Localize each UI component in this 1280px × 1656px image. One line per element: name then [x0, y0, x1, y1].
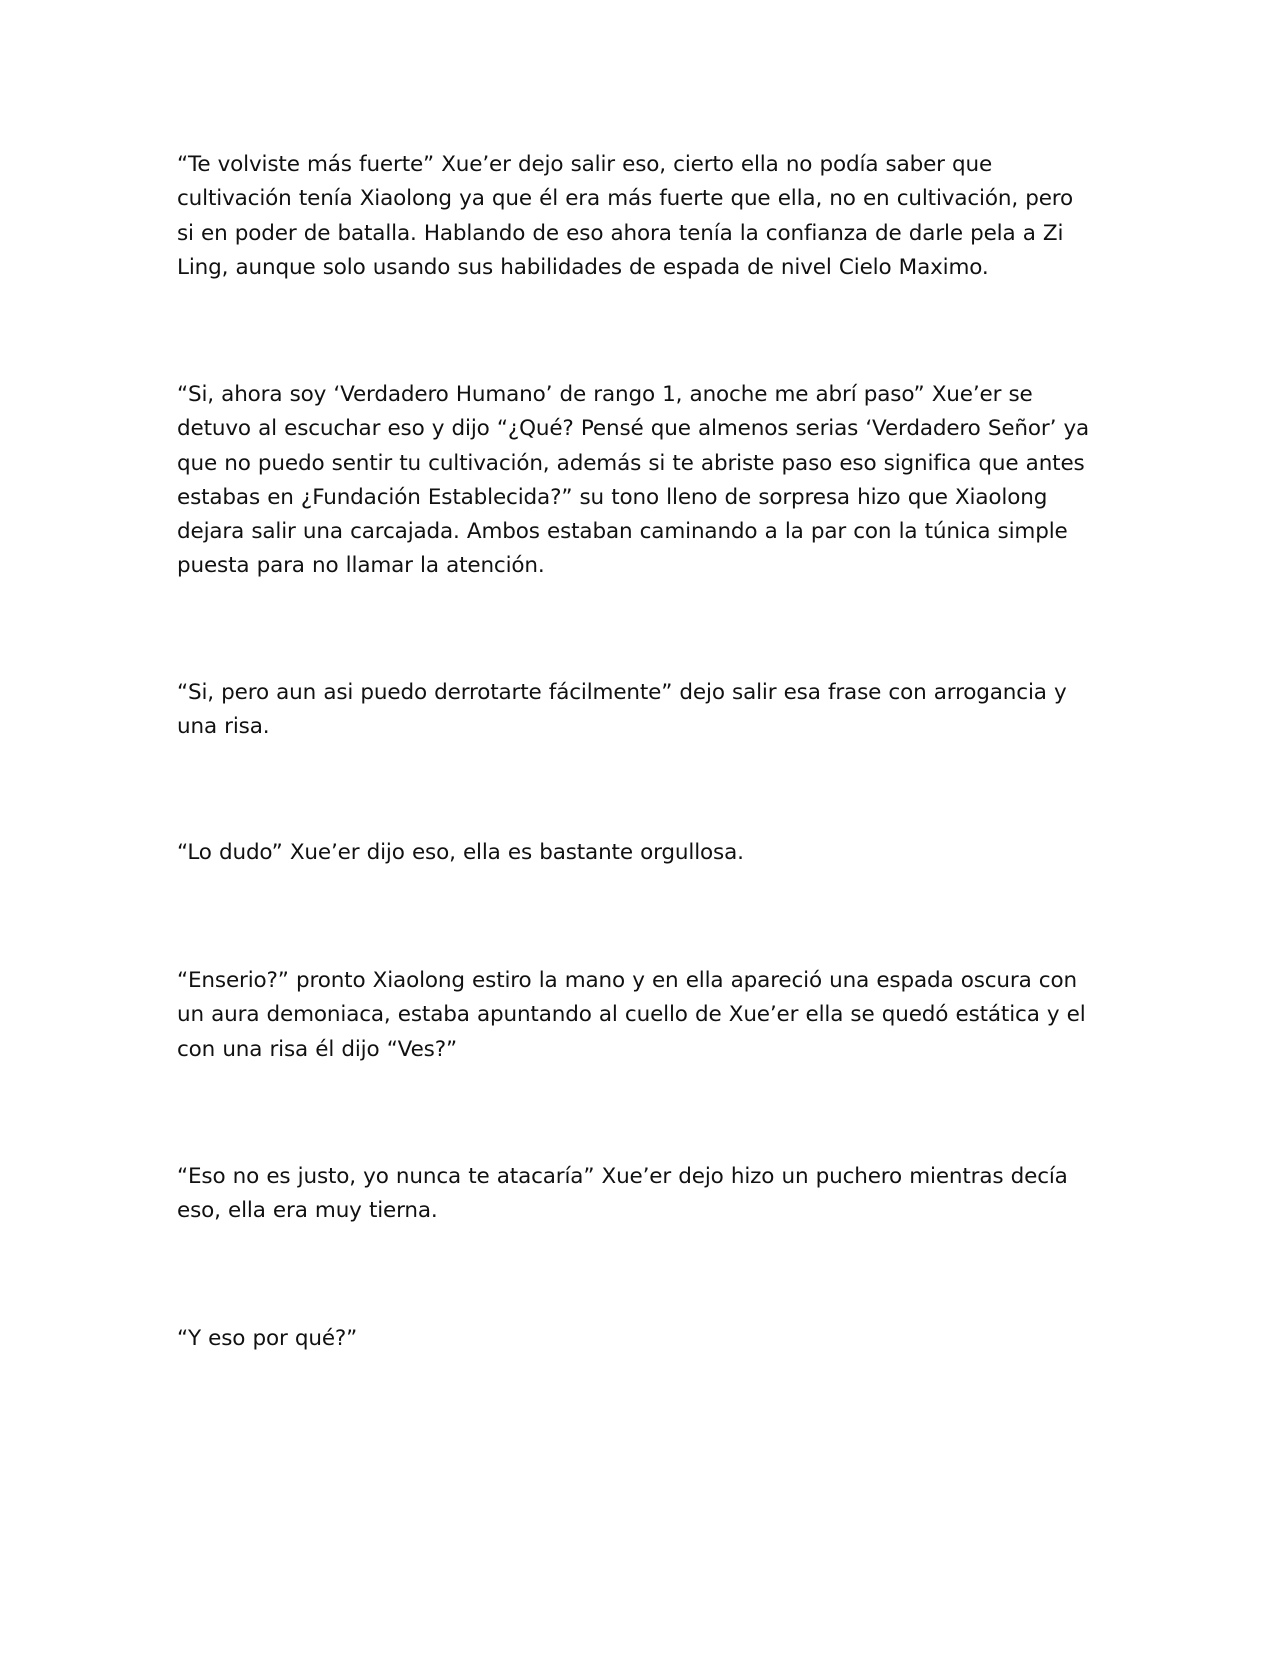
paragraph-4: “Lo dudo” Xue’er dijo eso, ella es bastante orgullosa. — [177, 840, 744, 865]
paragraph-7: “Y eso por qué?” — [177, 1326, 358, 1351]
paragraph-3: “Si, pero aun asi puedo derrotarte fácilmente” dejo salir esa frase con arrogancia y una risa. — [177, 680, 1067, 740]
paragraph-6: “Eso no es justo, yo nunca te atacaría” Xue’er dejo hizo un puchero mientras decía eso, ella era muy tierna. — [177, 1164, 1068, 1224]
paragraph-5: “Enserio?” pronto Xiaolong estiro la mano y en ella apareció una espada oscura con un aura demoniaca, estaba apuntando al cuello de Xue’er ella se quedó estática y el con una risa él dijo “Ves?” — [177, 968, 1086, 1062]
paragraph-2: “Si, ahora soy ‘Verdadero Humano’ de rango 1, anoche me abrí paso” Xue’er se detuvo al escuchar eso y dijo “¿Qué? Pensé que almenos serias ‘Verdadero Señor’ ya que no puedo sentir tu cultivación, además si te abriste paso eso significa que antes estabas en ¿Fundación Establecida?” su tono lleno de sorpresa hizo que Xiaolong dejara salir una carcajada. Ambos estaban caminando a la par con la túnica simple puesta para no llamar la atención. — [177, 382, 1090, 579]
paragraph-1: “Te volviste más fuerte” Xue’er dejo salir eso, cierto ella no podía saber que cultivación tenía Xiaolong ya que él era más fuerte que ella, no en cultivación, pero si en poder de batalla. Hablando de eso ahora tenía la confianza de darle pela a Zi Ling, aunque solo usando sus habilidades de espada de nivel Cielo Maximo. — [177, 152, 1074, 280]
